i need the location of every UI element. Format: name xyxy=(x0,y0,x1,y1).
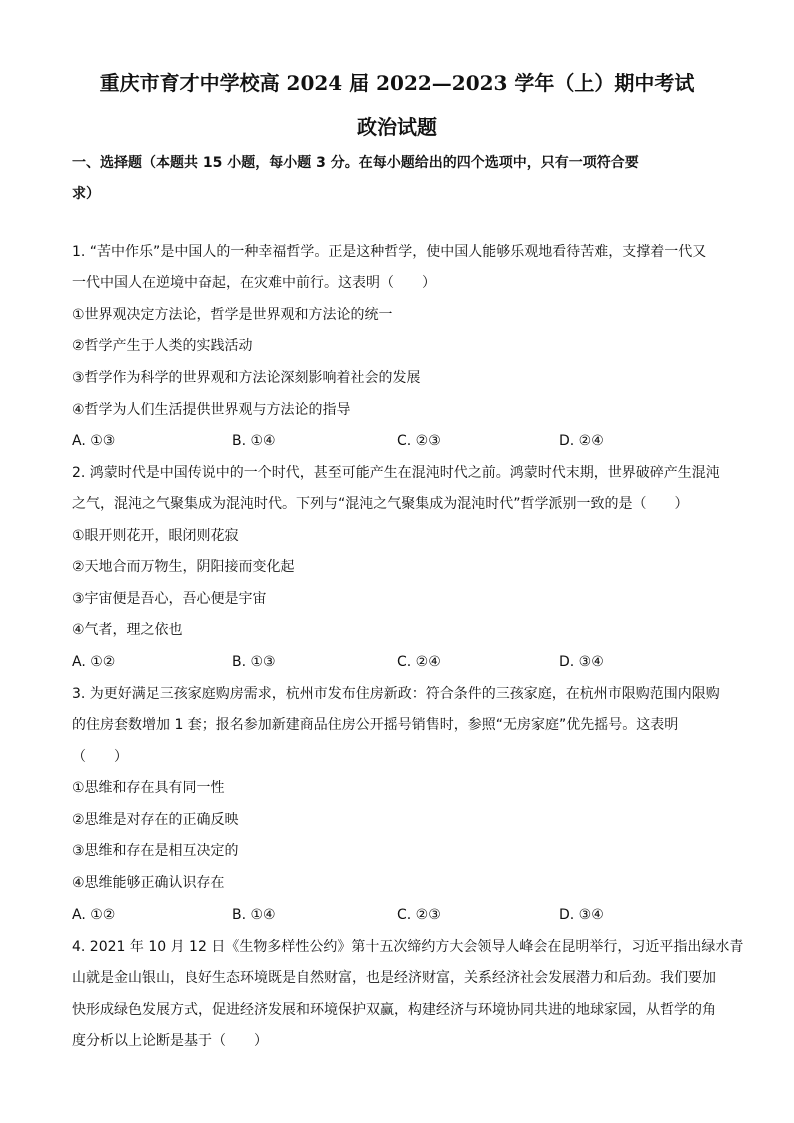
question-2-text: 之气，混沌之气聚集成为混沌时代。下列与“混沌之气聚集成为混沌时代”哲学派别一致的是（ ） xyxy=(72,496,689,512)
question-2-statement: ②天地合而万物生，阴阳接而变化起 xyxy=(72,559,295,575)
question-1-statement: ①世界观决定方法论，哲学是世界观和方法论的统一 xyxy=(72,307,393,323)
question-1-text: 1. “苦中作乐”是中国人的一种幸福哲学。正是这种哲学，使中国人能够乐观地看待苦难，支撑着一代又 xyxy=(72,244,707,260)
option-b: B. ①④ xyxy=(232,433,276,449)
option-c: C. ②③ xyxy=(397,907,441,923)
question-3-text: 的住房套数增加 1 套；报名参加新建商品住房公开摇号销售时，参照“无房家庭”优先摇号。这表明 xyxy=(72,717,679,733)
question-4-text: 山就是金山银山，良好生态环境既是自然财富，也是经济财富，关系经济社会发展潜力和后劲。我们要加 xyxy=(72,970,716,986)
section-heading-line: 求） xyxy=(72,186,100,202)
option-c: C. ②③ xyxy=(397,433,441,449)
option-d: D. ③④ xyxy=(559,654,604,670)
question-3-statement: ①思维和存在具有同一性 xyxy=(72,780,225,796)
option-b: B. ①④ xyxy=(232,907,276,923)
question-1-statement: ③哲学作为科学的世界观和方法论深刻影响着社会的发展 xyxy=(72,370,421,386)
option-a: A. ①② xyxy=(72,654,116,670)
question-4-text: 快形成绿色发展方式，促进经济发展和环境保护双赢，构建经济与环境协同共进的地球家园，从哲学的角 xyxy=(72,1002,716,1018)
question-1-options xyxy=(72,431,722,451)
option-d: D. ③④ xyxy=(559,907,604,923)
question-3-options xyxy=(72,905,722,925)
question-3-text: 3. 为更好满足三孩家庭购房需求，杭州市发布住房新政：符合条件的三孩家庭，在杭州市限购范围内限购 xyxy=(72,686,720,702)
option-d: D. ②④ xyxy=(559,433,604,449)
option-b: B. ①③ xyxy=(232,654,276,670)
question-1-statement: ②哲学产生于人类的实践活动 xyxy=(72,338,253,354)
question-2-text: 2. 鸿蒙时代是中国传说中的一个时代，甚至可能产生在混沌时代之前。鸿蒙时代末期，世界破碎产生混沌 xyxy=(72,465,720,481)
exam-title: 重庆市育才中学校高 2024 届 2022—2023 学年（上）期中考试 xyxy=(99,71,695,95)
question-3-text: （ ） xyxy=(72,749,128,765)
option-c: C. ②④ xyxy=(397,654,441,670)
section-heading-line: 一、选择题（本题共 15 小题，每小题 3 分。在每小题给出的四个选项中，只有一项符合要 xyxy=(72,155,639,171)
section-heading xyxy=(72,148,722,210)
exam-subject: 政治试题 xyxy=(357,115,437,139)
question-1-text: 一代中国人在逆境中奋起，在灾难中前行。这表明（ ） xyxy=(72,275,436,291)
question-2-statement: ③宇宙便是吾心，吾心便是宇宙 xyxy=(72,591,267,607)
question-4-text: 4. 2021 年 10 月 12 日《生物多样性公约》第十五次缔约方大会领导人峰会在昆明举行，习近平指出绿水青 xyxy=(72,939,744,955)
question-3-statement: ②思维是对存在的正确反映 xyxy=(72,812,239,828)
question-2-statement: ④气者，理之依也 xyxy=(72,622,183,638)
question-1-statement: ④哲学为人们生活提供世界观与方法论的指导 xyxy=(72,402,351,418)
option-a: A. ①③ xyxy=(72,433,116,449)
question-2-options xyxy=(72,652,722,672)
option-a: A. ①② xyxy=(72,907,116,923)
question-3-statement: ③思维和存在是相互决定的 xyxy=(72,843,239,859)
question-2-statement: ①眼开则花开，眼闭则花寂 xyxy=(72,528,239,544)
question-4-text: 度分析以上论断是基于（ ） xyxy=(72,1033,268,1049)
question-3-statement: ④思维能够正确认识存在 xyxy=(72,875,225,891)
